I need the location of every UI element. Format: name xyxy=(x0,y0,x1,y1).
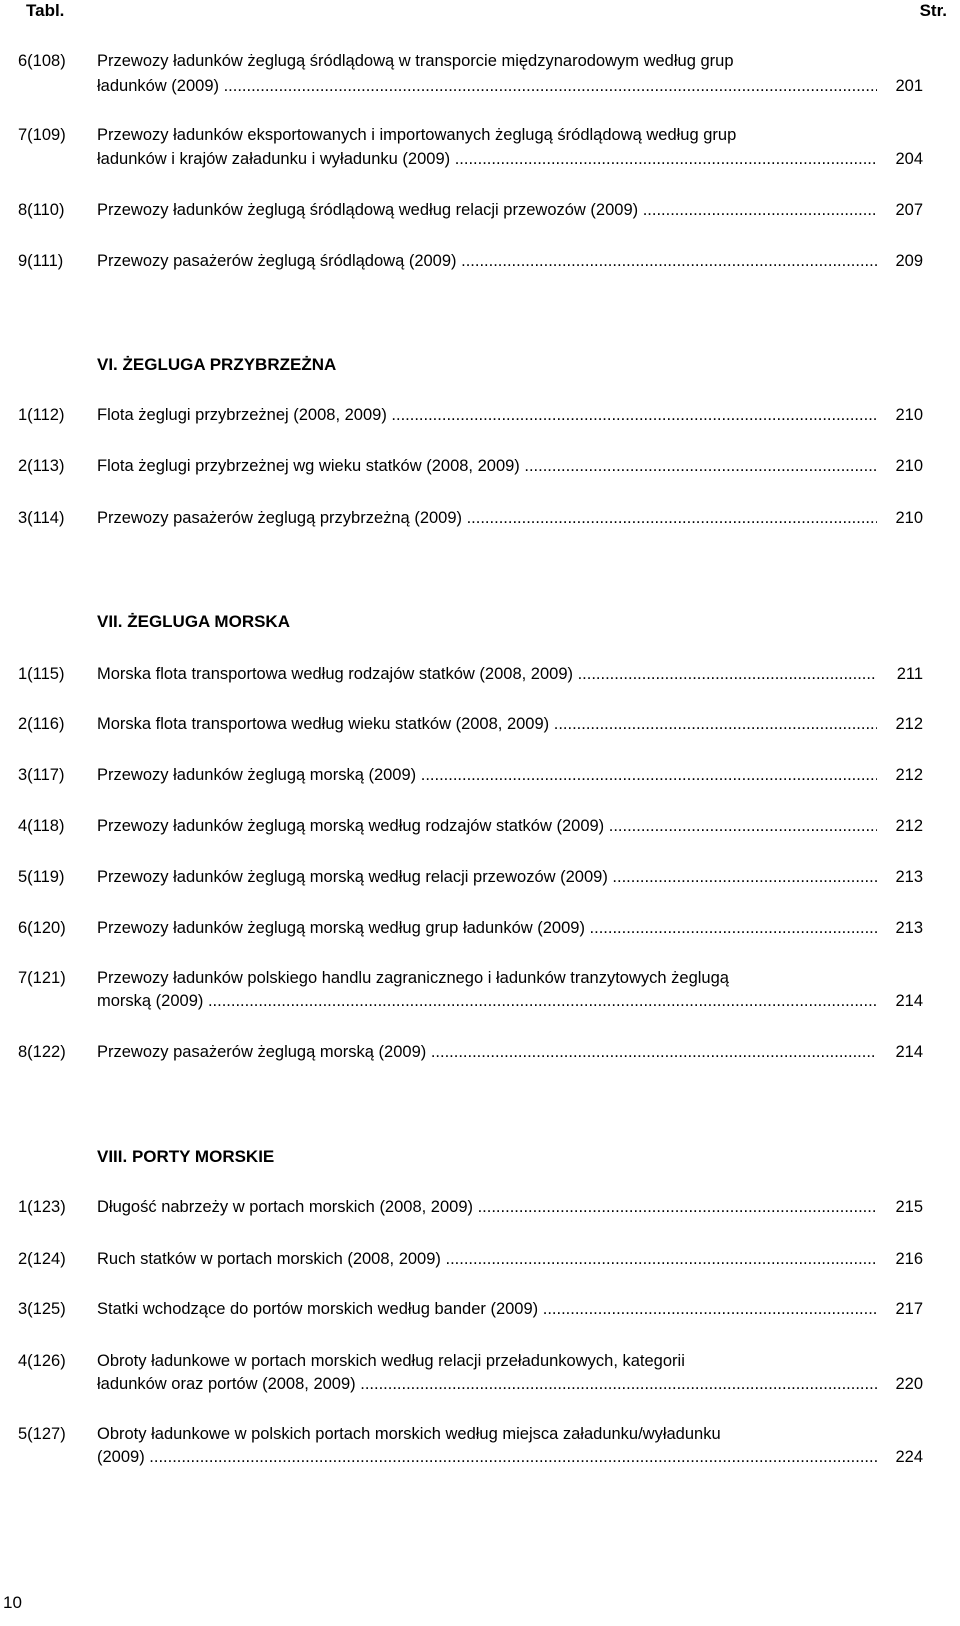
entry-title: Ruch statków w portach morskich (2008, 2009) ..... xyxy=(97,1248,877,1271)
page-number: 217 xyxy=(895,1300,923,1318)
page-number: 220 xyxy=(895,1375,923,1393)
table-number: 2(113) xyxy=(18,457,65,475)
page-number: 212 xyxy=(895,715,923,733)
table-number: 8(122) xyxy=(18,1043,66,1061)
table-number: 6(120) xyxy=(18,919,66,937)
header-page-label: Str. xyxy=(919,1,947,20)
page-number: 213 xyxy=(895,919,923,937)
entry-title: ładunków i krajów załadunku i wyładunku (2009) ..... xyxy=(97,148,877,171)
table-number: 3(114) xyxy=(18,509,65,527)
page-number: 209 xyxy=(895,252,923,270)
entry-title: Flota żeglugi przybrzeżnej (2008, 2009) ..... xyxy=(97,404,877,427)
table-number: 7(121) xyxy=(18,969,66,987)
entry-title: Morska flota transportowa według rodzajów statków (2008, 2009) ..... xyxy=(97,663,877,686)
section-heading: VI. ŻEGLUGA PRZYBRZEŻNA xyxy=(97,355,337,374)
entry-title: ładunków oraz portów (2008, 2009) ..... xyxy=(97,1373,877,1396)
entry-title: Przewozy pasażerów żeglugą śródlądową (2009) ..... xyxy=(97,250,877,273)
page-number: 210 xyxy=(895,406,923,424)
entry-title-line: Obroty ładunkowe w polskich portach morskich według miejsca załadunku/wyładunku xyxy=(97,1425,721,1443)
table-number: 1(112) xyxy=(18,406,65,424)
table-number: 2(116) xyxy=(18,715,65,733)
entry-title: Przewozy ładunków żeglugą śródlądową według relacji przewozów (2009) ..... xyxy=(97,199,877,222)
page-number: 214 xyxy=(895,1043,923,1061)
entry-title-line: Przewozy ładunków eksportowanych i importowanych żeglugą śródlądową według grup xyxy=(97,126,737,144)
footer-page-number: 10 xyxy=(3,1593,22,1612)
table-number: 9(111) xyxy=(18,252,64,270)
entry-title: Przewozy pasażerów żeglugą morską (2009) ..... xyxy=(97,1041,877,1064)
page-number: 210 xyxy=(895,509,923,527)
page-number: 212 xyxy=(895,766,923,784)
table-number: 4(126) xyxy=(18,1352,66,1370)
table-number: 5(119) xyxy=(18,868,65,886)
entry-title-line: Przewozy ładunków żeglugą śródlądową w transporcie międzynarodowym według grup xyxy=(97,52,734,70)
table-number: 6(108) xyxy=(18,52,66,70)
entry-title: Statki wchodzące do portów morskich według bander (2009) ..... xyxy=(97,1298,877,1321)
table-number: 4(118) xyxy=(18,817,65,835)
entry-title: Flota żeglugi przybrzeżnej wg wieku statków (2008, 2009) ..... xyxy=(97,455,877,478)
page-number: 214 xyxy=(895,992,923,1010)
table-number: 5(127) xyxy=(18,1425,66,1443)
entry-title: Przewozy ładunków żeglugą morską według relacji przewozów (2009) ..... xyxy=(97,866,877,889)
entry-title: Długość nabrzeży w portach morskich (2008, 2009) ..... xyxy=(97,1196,877,1219)
table-number: 1(115) xyxy=(18,665,65,683)
section-heading: VII. ŻEGLUGA MORSKA xyxy=(97,612,290,631)
entry-title-line: Obroty ładunkowe w portach morskich według relacji przeładunkowych, kategorii xyxy=(97,1352,685,1370)
entry-title: ładunków (2009) ..... xyxy=(97,75,877,98)
table-number: 3(125) xyxy=(18,1300,66,1318)
table-number: 8(110) xyxy=(18,201,65,219)
entry-title: Morska flota transportowa według wieku statków (2008, 2009) ..... xyxy=(97,713,877,736)
page-number: 204 xyxy=(895,150,923,168)
table-number: 3(117) xyxy=(18,766,65,784)
page-number: 216 xyxy=(895,1250,923,1268)
page-number: 212 xyxy=(895,817,923,835)
header-table-label: Tabl. xyxy=(26,1,65,20)
page-number: 210 xyxy=(895,457,923,475)
page-number: 207 xyxy=(895,201,923,219)
entry-title: Przewozy ładunków żeglugą morską (2009) ..... xyxy=(97,764,877,787)
page-number: 211 xyxy=(896,665,923,683)
page-number: 201 xyxy=(895,77,923,95)
entry-title: (2009) ..... xyxy=(97,1446,877,1469)
section-heading: VIII. PORTY MORSKIE xyxy=(97,1147,275,1166)
entry-title: morską (2009) ..... xyxy=(97,990,877,1013)
entry-title: Przewozy pasażerów żeglugą przybrzeżną (2009) ..... xyxy=(97,507,877,530)
page-number: 224 xyxy=(895,1448,923,1466)
table-number: 2(124) xyxy=(18,1250,66,1268)
page-number: 215 xyxy=(895,1198,923,1216)
table-number: 1(123) xyxy=(18,1198,66,1216)
entry-title-line: Przewozy ładunków polskiego handlu zagranicznego i ładunków tranzytowych żeglugą xyxy=(97,969,729,987)
page-number: 213 xyxy=(895,868,923,886)
table-number: 7(109) xyxy=(18,126,66,144)
entry-title: Przewozy ładunków żeglugą morską według rodzajów statków (2009) ..... xyxy=(97,815,877,838)
entry-title: Przewozy ładunków żeglugą morską według grup ładunków (2009) ..... xyxy=(97,917,877,940)
